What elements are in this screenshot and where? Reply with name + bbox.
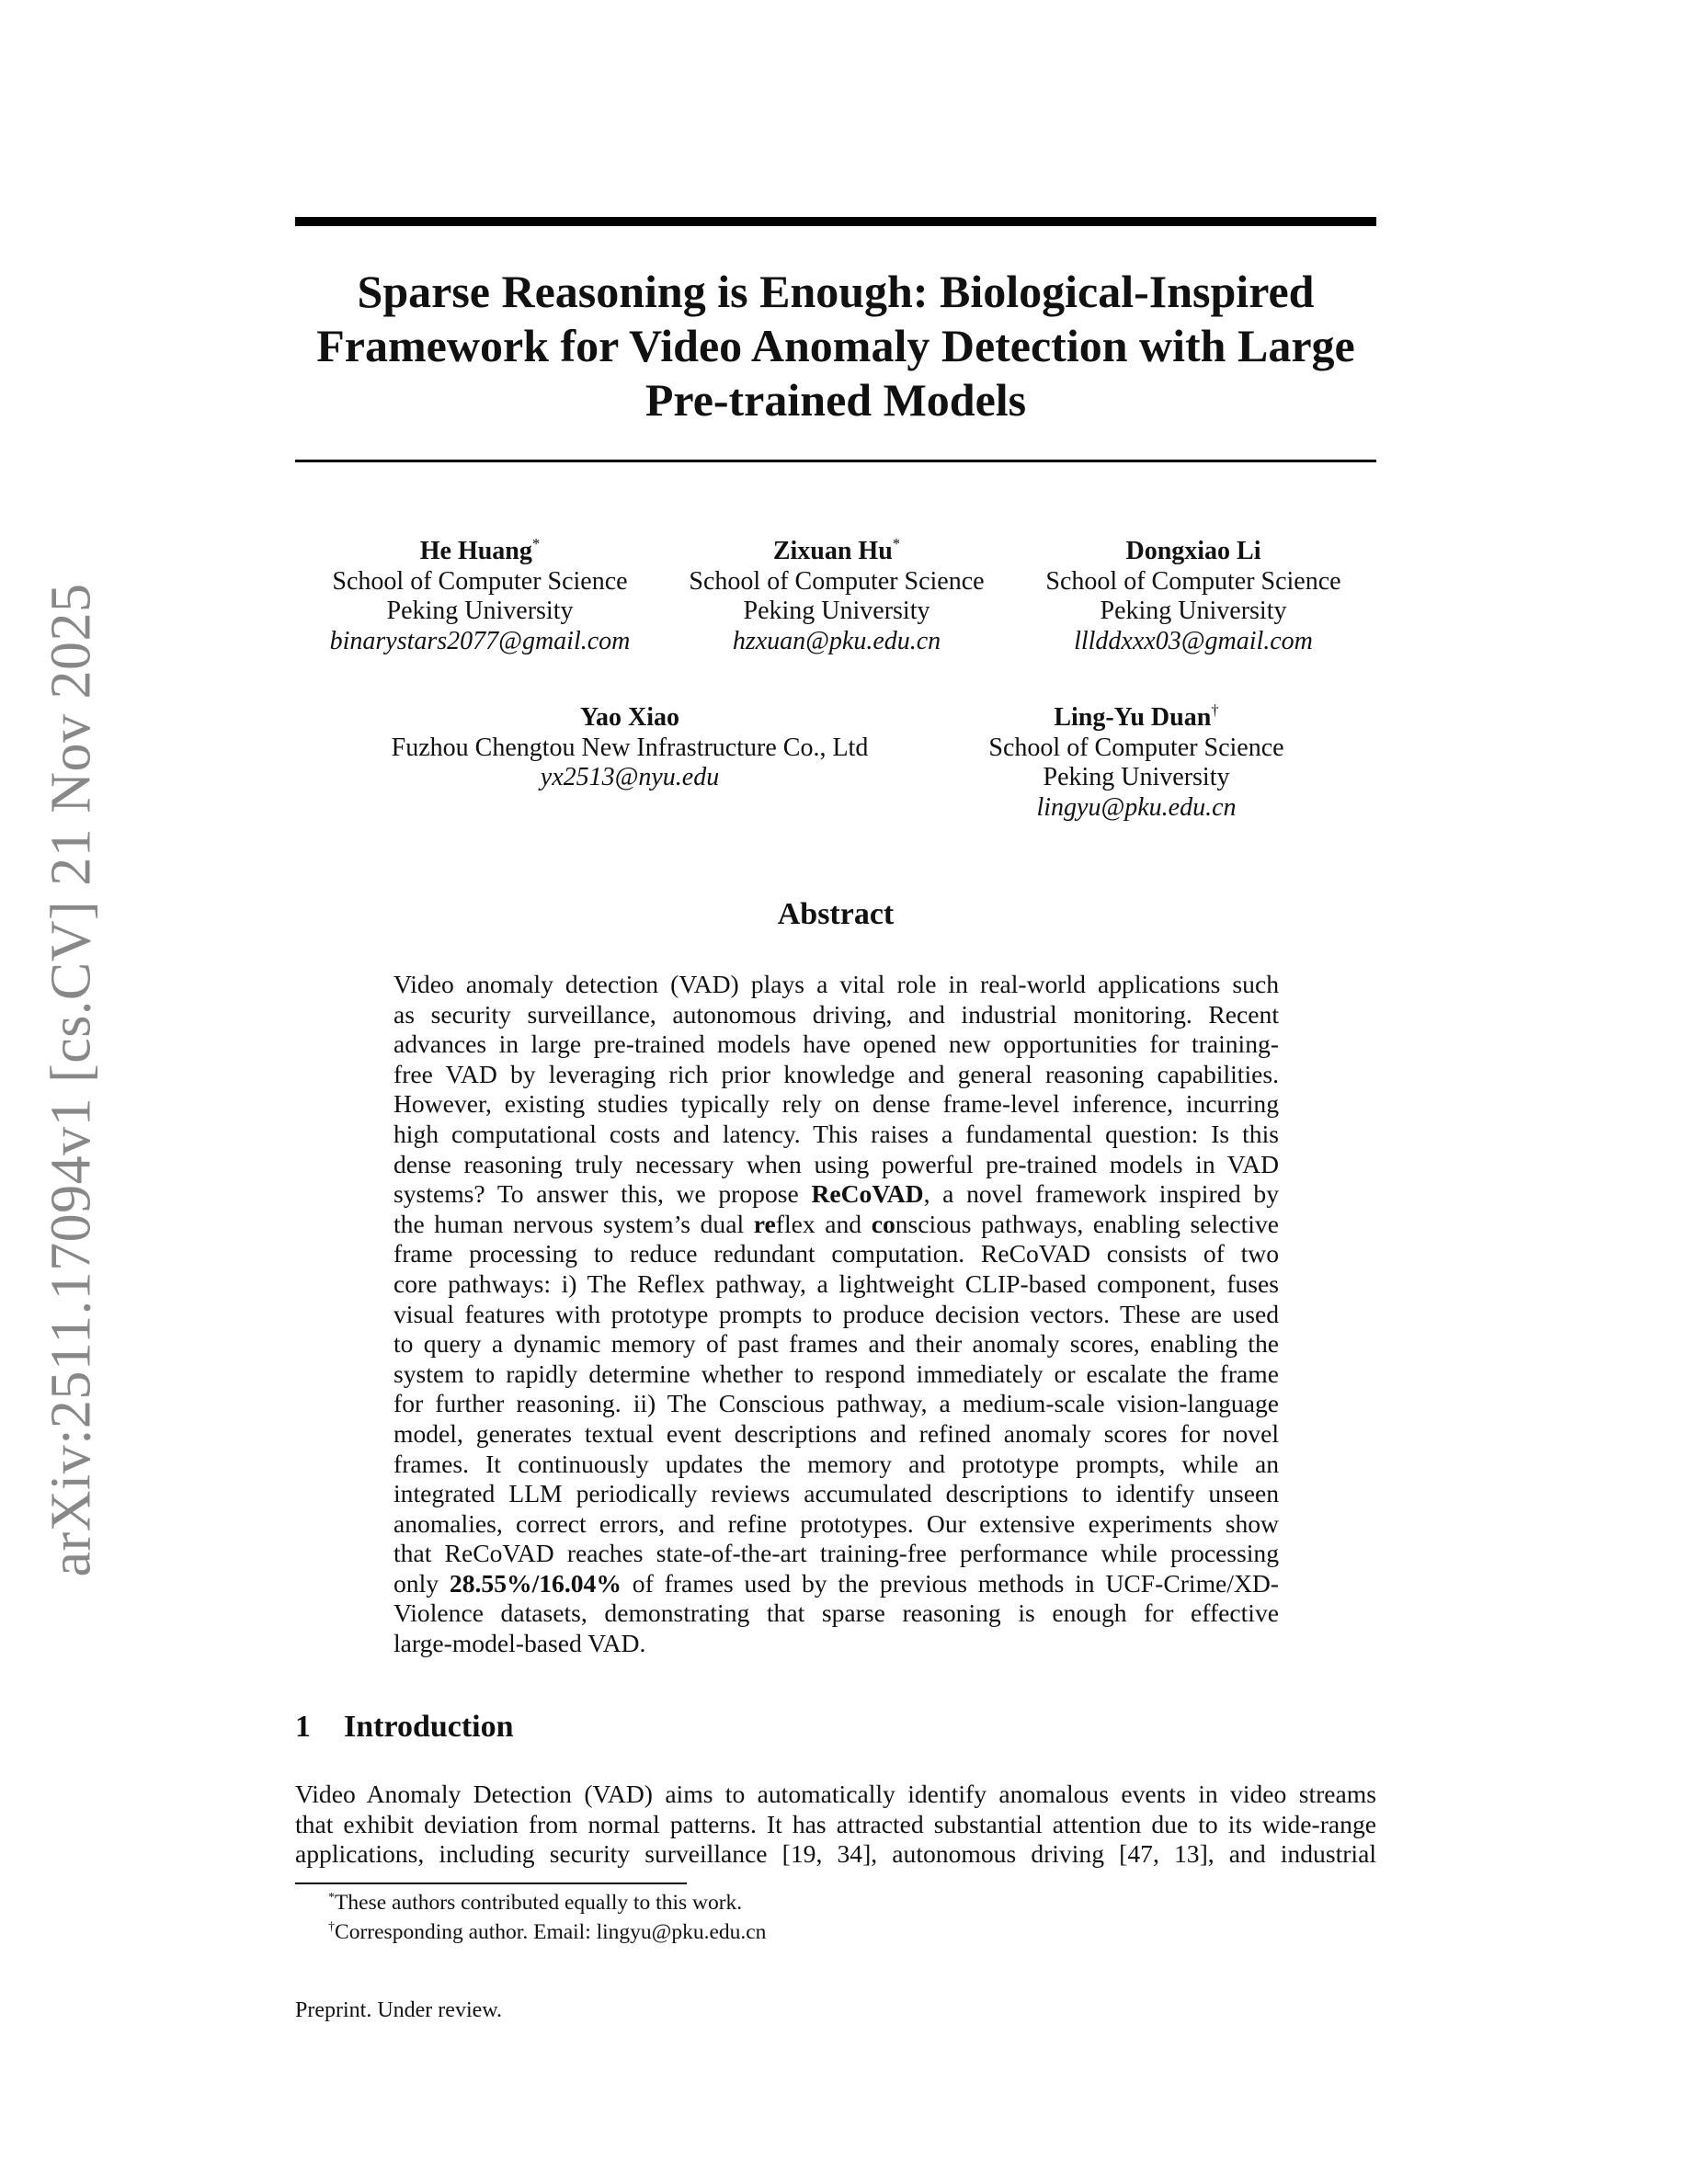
text-run: flex and [775, 1209, 872, 1238]
abstract-body [393, 970, 1279, 1659]
abstract-line [393, 1569, 1279, 1599]
abstract-line [393, 1419, 1279, 1450]
text-run: advances in large pre-trained models have opened new opportunities for training- [393, 1029, 1279, 1059]
author-name: Yao Xiao [579, 703, 680, 732]
arxiv-side-label: arXiv:2511.17094v1 [cs.CV] 21 Nov 2025 [40, 583, 103, 1577]
author-name: He Huang* [419, 535, 541, 565]
author-institution: Peking University [1043, 763, 1230, 791]
author-email[interactable]: hzxuan@pku.edu.cn [732, 626, 941, 655]
abstract-line [393, 1150, 1279, 1180]
title-line: Sparse Reasoning is Enough: Biological-Inspired [357, 266, 1315, 317]
text-run: the human nervous system’s dual [393, 1209, 754, 1238]
text-run: as security surveillance, autonomous driving, and industrial monitoring. Recent [393, 999, 1279, 1029]
title-bottom-rule [295, 460, 1376, 462]
text-run: systems? To answer this, we propose [393, 1179, 812, 1209]
abstract-line [393, 1450, 1279, 1480]
paper-title [295, 265, 1376, 427]
abstract-line [393, 1300, 1279, 1330]
text-run: free VAD by leveraging rich prior knowledge and general reasoning capabilities. [393, 1059, 1279, 1088]
text-line: Video Anomaly Detection (VAD) aims to automatically identify anomalous events in video streams [295, 1780, 1376, 1808]
text-run: visual features with prototype prompts to produce decision vectors. These are used [393, 1299, 1279, 1328]
text-run: integrated LLM periodically reviews accumulated descriptions to identify unseen [393, 1479, 1279, 1508]
text-run: frames. It continuously updates the memory and prototype prompts, while an [393, 1449, 1279, 1478]
text-run: , a novel framework inspired by [923, 1179, 1279, 1209]
author-affiliation: School of Computer Science [689, 566, 985, 596]
abstract-line [393, 1629, 1279, 1659]
abstract-line [393, 1359, 1279, 1390]
author-email[interactable]: binarystars2077@gmail.com [329, 626, 631, 655]
text-run: Violence datasets, demonstrating that sparse reasoning is enough for effective [393, 1598, 1279, 1628]
abstract-line [393, 1210, 1279, 1240]
author-email[interactable]: yx2513@nyu.edu [540, 763, 720, 791]
author-institution: Peking University [743, 597, 930, 625]
title-line: Pre-trained Models [644, 374, 1027, 426]
text-run: nscious pathways, enabling selective [895, 1209, 1279, 1238]
abstract-line [393, 1479, 1279, 1509]
text-run: high computational costs and latency. This raises a fundamental question: Is this [393, 1119, 1279, 1148]
bold-text: co [871, 1209, 895, 1238]
text-line: that exhibit deviation from normal patterns. It has attracted substantial attention due to its wide-range [295, 1809, 1376, 1838]
section-heading-introduction [295, 1710, 514, 1745]
preprint-notice: Preprint. Under review. [295, 1998, 503, 2022]
abstract-line [393, 1329, 1279, 1359]
author-email[interactable]: lingyu@pku.edu.cn [1036, 792, 1237, 822]
text-run: of frames used by the previous methods in UCF-Crime/XD- [621, 1568, 1279, 1598]
abstract-line [393, 1089, 1279, 1120]
bold-text: re [753, 1209, 776, 1238]
author-email[interactable]: lllddxxx03@gmail.com [1074, 626, 1313, 655]
title-top-rule [295, 217, 1376, 226]
footnote: †Corresponding author. Email: lingyu@pku.edu.cn [328, 1918, 767, 1944]
text-line: applications, including security surveillance [19, 34], autonomous driving [47, 13], and industrial [295, 1839, 1376, 1869]
text-run: However, existing studies typically rely on dense frame-level inference, incurring [393, 1089, 1279, 1119]
author-block [897, 703, 1375, 823]
author-institution: Peking University [386, 597, 574, 625]
section-number: 1 [295, 1710, 311, 1744]
author-affiliation: School of Computer Science [332, 566, 628, 596]
text-run: for further reasoning. ii) The Conscious pathway, a medium-scale vision-language [393, 1389, 1279, 1418]
author-block [954, 537, 1432, 656]
text-run: to query a dynamic memory of past frames and their anomaly scores, enabling the [393, 1329, 1279, 1359]
abstract-line [393, 1269, 1279, 1300]
introduction-body [295, 1780, 1376, 1870]
text-run: that ReCoVAD reaches state-of-the-art training-free performance while processing [393, 1539, 1279, 1568]
text-run: frame processing to reduce redundant computation. ReCoVAD consists of two [393, 1239, 1279, 1268]
footnote: *These authors contributed equally to this work. [328, 1889, 743, 1915]
author-institution: Peking University [1100, 597, 1287, 625]
author-affiliation: Fuzhou Chengtou New Infrastructure Co., Ltd [391, 733, 869, 762]
text-run: model, generates textual event descriptions and refined anomaly scores for novel [393, 1418, 1279, 1448]
abstract-line [393, 1539, 1279, 1569]
abstract-line [393, 1060, 1279, 1090]
text-run: system to rapidly determine whether to respond immediately or escalate the frame [393, 1359, 1279, 1388]
author-affiliation: School of Computer Science [1045, 566, 1341, 596]
author-name: Zixuan Hu* [772, 535, 901, 565]
text-run: Video anomaly detection (VAD) plays a vital role in real-world applications such [393, 970, 1279, 998]
abstract-line [393, 1509, 1279, 1540]
abstract-line [393, 1598, 1279, 1629]
abstract-line [393, 1000, 1279, 1030]
abstract-heading: Abstract [777, 897, 895, 931]
footnote-rule [295, 1883, 687, 1884]
author-name: Dongxiao Li [1125, 537, 1261, 565]
section-title: Introduction [344, 1710, 514, 1744]
abstract-line [393, 1120, 1279, 1150]
author-affiliation: School of Computer Science [988, 733, 1284, 762]
text-run: only [393, 1568, 450, 1598]
bold-text: 28.55%/16.04% [449, 1568, 622, 1598]
title-line: Framework for Video Anomaly Detection with Large [316, 320, 1355, 371]
bold-text: ReCoVAD [811, 1179, 924, 1209]
text-run: dense reasoning truly necessary when using powerful pre-trained models in VAD [393, 1149, 1279, 1178]
abstract-line [393, 1179, 1279, 1210]
abstract-line [393, 970, 1279, 1000]
text-run: core pathways: i) The Reflex pathway, a lightweight CLIP-based component, fuses [393, 1268, 1279, 1298]
author-name: Ling-Yu Duan† [1054, 701, 1219, 732]
author-block [391, 703, 869, 793]
abstract-line [393, 1389, 1279, 1419]
abstract-line [393, 1029, 1279, 1060]
abstract-line [393, 1239, 1279, 1269]
text-run: large-model-based VAD. [393, 1629, 646, 1658]
text-run: anomalies, correct errors, and refine prototypes. Our extensive experiments show [393, 1508, 1279, 1538]
